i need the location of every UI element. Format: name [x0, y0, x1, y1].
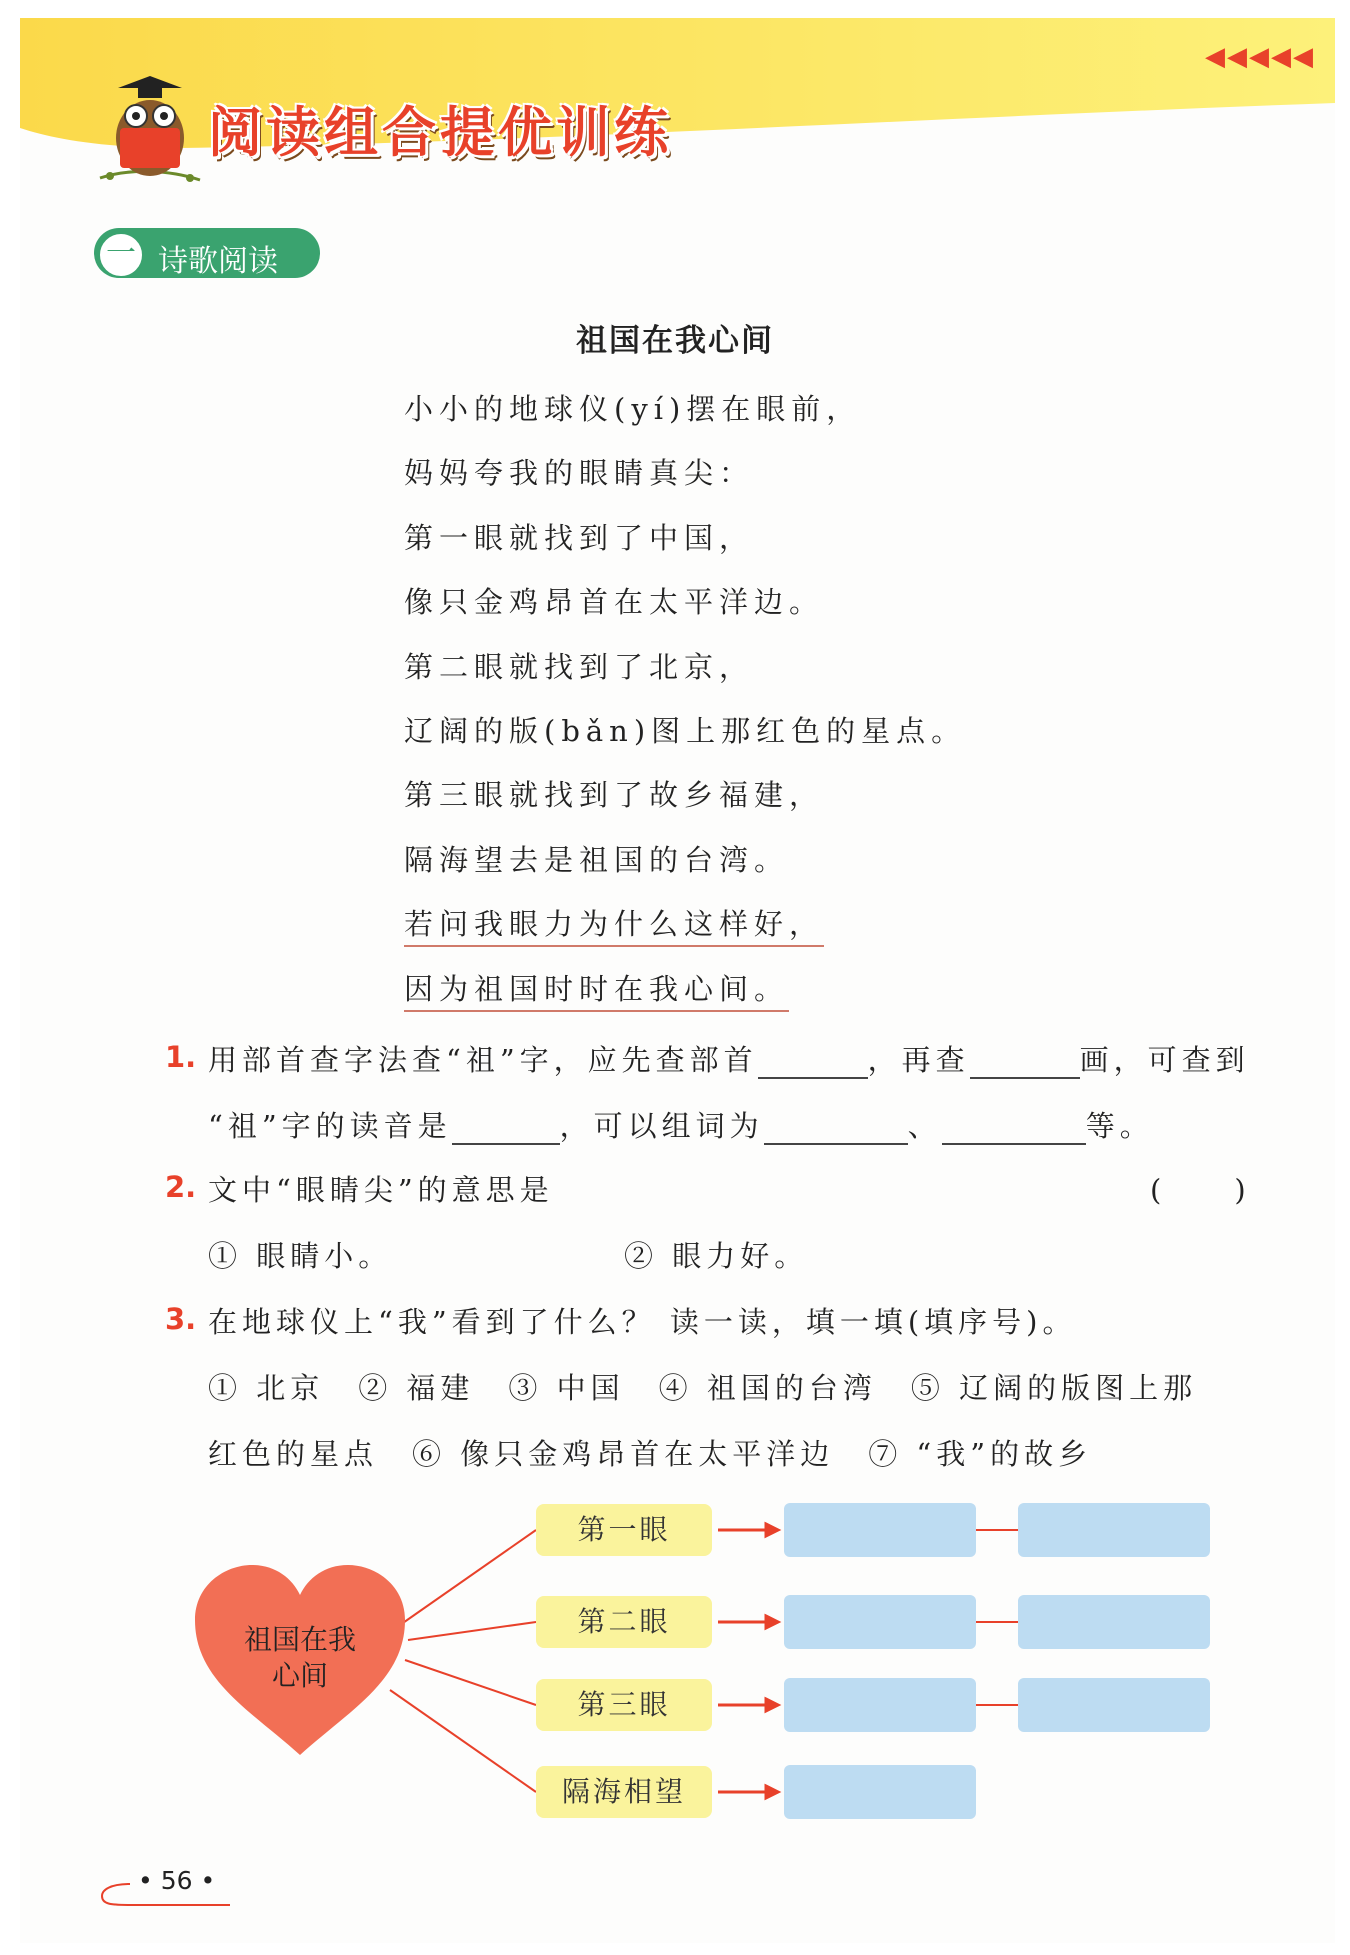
- answer-box-second-2[interactable]: [1018, 1595, 1210, 1649]
- question-2-number: 2.: [165, 1170, 197, 1204]
- question-3-options-line-2: 红色的星点 ⑥ 像只金鸡昂首在太平洋边 ⑦ “我”的故乡: [208, 1437, 1093, 1471]
- answer-box-sea-1[interactable]: [784, 1765, 976, 1819]
- poem-title: 祖国在我心间: [576, 323, 774, 359]
- answer-box-second-1[interactable]: [784, 1595, 976, 1649]
- answer-box-first-1[interactable]: [784, 1503, 976, 1557]
- arrow-icon: [718, 1786, 778, 1798]
- section-number: 一: [98, 232, 144, 278]
- answer-bracket[interactable]: ( ): [1150, 1173, 1251, 1207]
- label-second-look: 第二眼: [536, 1596, 712, 1648]
- poem-line-underlined: 若问我眼力为什么这样好，: [404, 900, 966, 964]
- answer-box-third-2[interactable]: [1018, 1678, 1210, 1732]
- page-title: 阅读组合提优训练: [208, 101, 672, 164]
- question-2-text: 文中“眼睛尖”的意思是: [208, 1173, 554, 1207]
- poem-line: 小小的地球仪(yí)摆在眼前，: [404, 392, 862, 426]
- question-2-option-2: ② 眼力好。: [624, 1239, 809, 1273]
- heart-label: 祖国在我 心间: [243, 1623, 356, 1692]
- arrow-icon: [718, 1699, 778, 1711]
- question-1-number: 1.: [165, 1040, 197, 1074]
- poem-line: 隔海望去是祖国的台湾。: [404, 842, 790, 877]
- question-3-number: 3.: [165, 1302, 197, 1336]
- page-number: • 56 •: [138, 1866, 216, 1895]
- connector-line: [408, 1622, 536, 1640]
- poem-line: 第一眼就找到了中国，: [404, 520, 755, 555]
- poem-line: 第二眼就找到了北京，: [404, 649, 755, 684]
- section-label: 诗歌阅读: [158, 244, 278, 279]
- answer-box-first-2[interactable]: [1018, 1503, 1210, 1557]
- question-3-options-line-1: ① 北京 ② 福建 ③ 中国 ④ 祖国的台湾 ⑤ 辽阔的版图上那: [208, 1371, 1198, 1405]
- poem-line: 像只金鸡昂首在太平洋边。: [404, 585, 825, 620]
- poem-line: 妈妈夸我的眼睛真尖：: [404, 456, 755, 491]
- question-2-option-1: ① 眼睛小。: [208, 1239, 393, 1273]
- question-1-line-1: 用部首查字法查“祖”字，应先查部首 ，再查 画，可查到: [208, 1043, 1250, 1077]
- header-arrows: ◀◀◀◀◀: [1205, 42, 1315, 72]
- question-1-line-2: “祖”字的读音是 ，可以组词为 、 等。: [208, 1109, 1154, 1143]
- connector-line: [405, 1660, 536, 1705]
- poem-line: 辽阔的版(bǎn)图上那红色的星点。: [404, 713, 967, 748]
- label-first-look: 第一眼: [536, 1504, 712, 1556]
- poem-line: 第三眼就找到了故乡福建，: [404, 778, 825, 813]
- question-3-text: 在地球仪上“我”看到了什么？ 读一读，填一填(填序号)。: [208, 1305, 1077, 1339]
- connector-line: [390, 1690, 536, 1792]
- poem-line-underlined: 因为祖国时时在我心间。: [404, 965, 966, 1029]
- label-across-sea: 隔海相望: [536, 1766, 712, 1818]
- arrow-icon: [718, 1524, 778, 1536]
- answer-box-third-1[interactable]: [784, 1678, 976, 1732]
- label-third-look: 第三眼: [536, 1679, 712, 1731]
- connector-line: [400, 1530, 536, 1625]
- arrow-icon: [718, 1616, 778, 1628]
